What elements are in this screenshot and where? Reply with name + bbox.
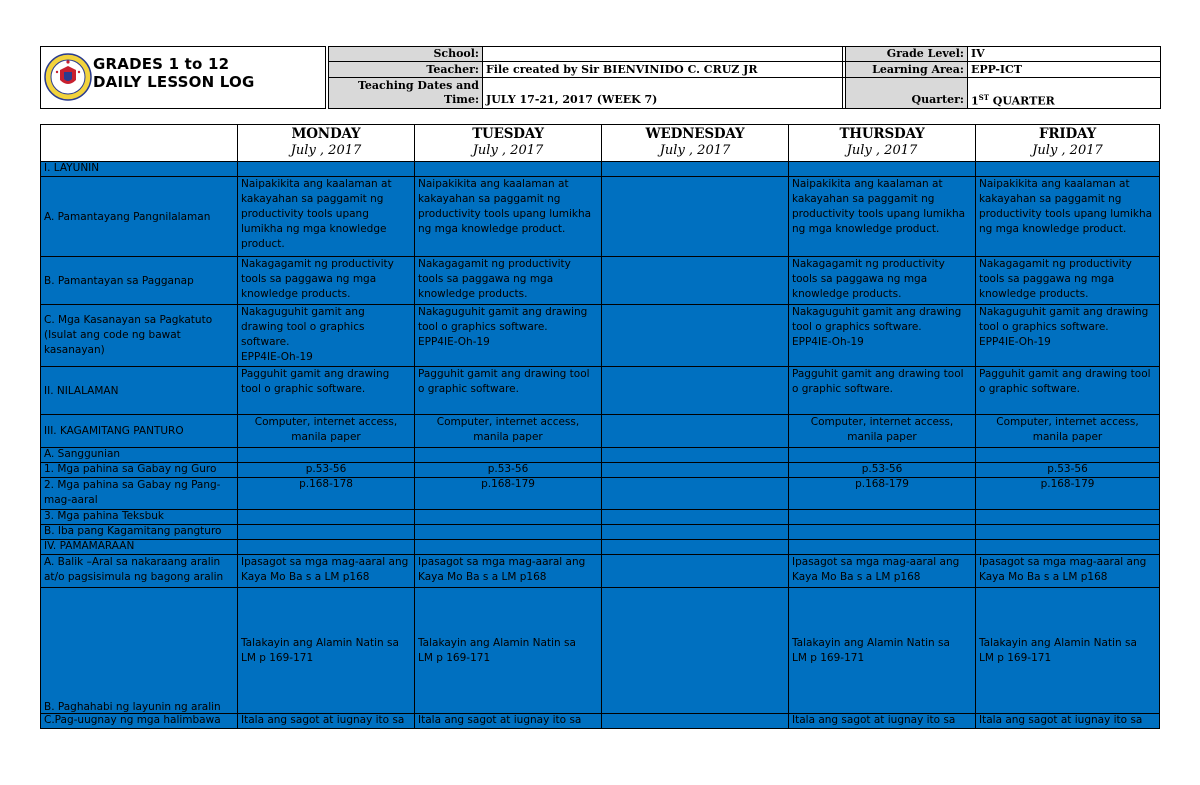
row-label: III. KAGAMITANG PANTURO [41, 415, 238, 448]
dll-title-grades: GRADES 1 to 12 [93, 55, 230, 73]
cell-line: Computer, internet access, [810, 416, 954, 428]
row-sanggunian [41, 448, 1160, 463]
day-name: MONDAY [291, 126, 361, 142]
cell-friday [976, 448, 1160, 463]
day-date: July , 2017 [659, 143, 731, 158]
label-line: (Isulat ang code ng bawat [44, 329, 181, 341]
cell-line: Naipakikita ang kaalaman at [792, 178, 943, 190]
cell-line: Computer, internet access, [436, 416, 580, 428]
label-line: mag-aaral [44, 494, 98, 506]
cell-wednesday [602, 478, 789, 510]
section-label: IV. PAMAMARAAN [41, 540, 238, 555]
cell-monday: p.168-178 [238, 478, 415, 510]
quarter-number: 1 [971, 94, 979, 108]
cell-line: kakayahan sa paggamit ng [418, 193, 561, 205]
cell-line: Ipasagot sa mga mag-aaral ang [792, 556, 960, 568]
cell-line: tools sa paggawa ng mga [241, 273, 377, 285]
cell-monday: Itala ang sagot at iugnay ito sa [238, 714, 415, 729]
day-header-tuesday [415, 125, 602, 162]
lesson-plan-table [40, 124, 1160, 729]
section-row-layunin [41, 162, 1160, 177]
cell-thursday: p.168-179 [789, 478, 976, 510]
cell-line: knowledge products. [792, 288, 902, 300]
cell-tuesday: p.53-56 [415, 463, 602, 478]
cell-thursday: p.53-56 [789, 463, 976, 478]
cell-line: tools sa paggawa ng mga [979, 273, 1115, 285]
cell-monday [238, 525, 415, 540]
cell-thursday [789, 367, 976, 415]
row-label: A. Pamantayang Pangnilalaman [41, 177, 238, 257]
cell-tuesday [415, 162, 602, 177]
cell-line: product. [241, 238, 285, 250]
cell-monday [238, 588, 415, 714]
teaching-dates-label-line2: Time: [443, 93, 479, 106]
cell-monday [238, 257, 415, 305]
cell-line: Pagguhit gamit ang drawing tool [979, 368, 1151, 380]
day-name: WEDNESDAY [645, 126, 745, 142]
row-gabay-guro [41, 463, 1160, 478]
day-header-wednesday [602, 125, 789, 162]
cell-line: Nakaguguhit gamit ang drawing [418, 306, 588, 318]
cell-line: kakayahan sa paggamit ng [979, 193, 1122, 205]
row-iba-pang-kagamitan [41, 525, 1160, 540]
cell-line: knowledge products. [241, 288, 351, 300]
cell-line: manila paper [1032, 431, 1103, 443]
grade-level-value: IV [968, 47, 1160, 62]
label-line: A. Balik –Aral sa nakaraang aralin [44, 556, 221, 568]
cell-tuesday [415, 525, 602, 540]
cell-line: productivity tools upang [241, 208, 369, 220]
learning-area-label: Learning Area: [846, 62, 968, 78]
cell-wednesday [602, 177, 789, 257]
grade-level-label: Grade Level: [846, 47, 968, 62]
cell-tuesday [415, 540, 602, 555]
cell-line: EPP4IE-Oh-19 [792, 336, 864, 348]
cell-line: Nakagagamit ng productivity [979, 258, 1132, 270]
cell-thursday [789, 448, 976, 463]
cell-line: ng mga knowledge product. [792, 223, 940, 235]
cell-line: Pagguhit gamit ang drawing [241, 368, 390, 380]
learning-area-value: EPP-ICT [968, 62, 1160, 78]
cell-friday: p.168-179 [976, 478, 1160, 510]
cell-line: Computer, internet access, [254, 416, 398, 428]
cell-friday [976, 177, 1160, 257]
day-date: July , 2017 [846, 143, 918, 158]
cell-line: Kaya Mo Ba s a LM p168 [979, 571, 1108, 583]
cell-tuesday [415, 257, 602, 305]
cell-line: o graphic software. [418, 383, 519, 395]
cell-wednesday [602, 448, 789, 463]
cell-line: Nakagagamit ng productivity [418, 258, 571, 270]
cell-line: Naipakikita ang kaalaman at [241, 178, 392, 190]
cell-line: Pagguhit gamit ang drawing tool [418, 368, 590, 380]
cell-line: ng mga knowledge product. [418, 223, 566, 235]
cell-tuesday: Itala ang sagot at iugnay ito sa [415, 714, 602, 729]
row-label: II. NILALAMAN [41, 367, 238, 415]
cell-line: LM p 169-171 [241, 651, 314, 664]
day-header-thursday [789, 125, 976, 162]
cell-line: Nakaguguhit gamit ang drawing [979, 306, 1149, 318]
day-header-monday [238, 125, 415, 162]
cell-wednesday [602, 714, 789, 729]
cell-wednesday [602, 463, 789, 478]
quarter-text: QUARTER [988, 94, 1055, 108]
day-name: FRIDAY [1038, 126, 1097, 142]
cell-monday [238, 540, 415, 555]
school-label: School: [329, 47, 483, 62]
teaching-dates-label-line1: Teaching Dates and [357, 79, 479, 92]
cell-line: Computer, internet access, [996, 416, 1139, 428]
section-row-pamamaraan [41, 540, 1160, 555]
row-teksbuk [41, 510, 1160, 525]
cell-line: manila paper [847, 431, 917, 443]
cell-line: Talakayin ang Alamin Natin sa [241, 636, 399, 649]
cell-line: Nakagagamit ng productivity [241, 258, 394, 270]
cell-friday: p.53-56 [976, 463, 1160, 478]
cell-monday [238, 415, 415, 448]
cell-line: tool o graphic software. [241, 383, 366, 395]
cell-thursday [789, 555, 976, 588]
cell-tuesday [415, 588, 602, 714]
cell-line: ng mga knowledge product. [979, 223, 1127, 235]
row-label [41, 305, 238, 367]
cell-tuesday [415, 177, 602, 257]
cell-friday: Itala ang sagot at iugnay ito sa [976, 714, 1160, 729]
row-label: 3. Mga pahina Teksbuk [41, 510, 238, 525]
row-pangnilalaman [41, 177, 1160, 257]
cell-line: Ipasagot sa mga mag-aaral ang [418, 556, 586, 568]
day-date: July , 2017 [290, 143, 362, 158]
cell-thursday [789, 305, 976, 367]
cell-monday [238, 162, 415, 177]
cell-thursday: Itala ang sagot at iugnay ito sa [789, 714, 976, 729]
cell-wednesday [602, 162, 789, 177]
cell-thursday [789, 510, 976, 525]
quarter-value [968, 78, 1160, 108]
row-balik-aral [41, 555, 1160, 588]
teaching-dates-label [329, 78, 483, 108]
row-label [41, 478, 238, 510]
cell-line: Pagguhit gamit ang drawing tool [792, 368, 964, 380]
label-line: at/o pagsisimula ng bagong aralin [44, 571, 224, 583]
cell-line: Kaya Mo Ba s a LM p168 [418, 571, 547, 583]
cell-line: EPP4IE-Oh-19 [241, 351, 313, 363]
cell-line: Talakayin ang Alamin Natin sa [792, 636, 950, 649]
cell-wednesday [602, 305, 789, 367]
day-header-friday [976, 125, 1160, 162]
day-date: July , 2017 [1032, 143, 1103, 158]
cell-monday [238, 305, 415, 367]
cell-wednesday [602, 257, 789, 305]
cell-line: Nakaguguhit gamit ang [241, 306, 365, 318]
cell-friday [976, 525, 1160, 540]
row-paghahabi [41, 588, 1160, 714]
cell-tuesday [415, 555, 602, 588]
cell-line: LM p 169-171 [792, 651, 865, 664]
dll-header [40, 46, 1160, 109]
cell-wednesday [602, 588, 789, 714]
teacher-value: File created by Sir BIENVINIDO C. CRUZ JR [483, 62, 843, 78]
row-pag-uugnay [41, 714, 1160, 729]
cell-line: Ipasagot sa mga mag-aaral ang [241, 556, 409, 568]
quarter-suffix: ST [978, 93, 989, 102]
row-label: A. Sanggunian [41, 448, 238, 463]
cell-line: EPP4IE-Oh-19 [418, 336, 490, 348]
cell-tuesday [415, 367, 602, 415]
cell-monday [238, 448, 415, 463]
cell-wednesday [602, 525, 789, 540]
cell-tuesday: p.168-179 [415, 478, 602, 510]
day-name: TUESDAY [472, 126, 544, 142]
cell-line: o graphic software. [792, 383, 893, 395]
cell-line: tool o graphics software. [979, 321, 1109, 333]
row-gabay-mag-aaral [41, 478, 1160, 510]
day-name: THURSDAY [839, 126, 925, 142]
cell-line: Talakayin ang Alamin Natin sa [418, 636, 576, 649]
cell-wednesday [602, 555, 789, 588]
cell-thursday [789, 162, 976, 177]
quarter-label: Quarter: [846, 78, 968, 108]
row-label: C.Pag-uugnay ng mga halimbawa [41, 714, 238, 729]
section-label: I. LAYUNIN [41, 162, 238, 177]
cell-friday [976, 367, 1160, 415]
row-kagamitan [41, 415, 1160, 448]
cell-monday [238, 510, 415, 525]
cell-friday [976, 257, 1160, 305]
cell-monday [238, 555, 415, 588]
cell-line: LM p 169-171 [979, 651, 1052, 664]
cell-tuesday [415, 448, 602, 463]
cell-line: productivity tools upang lumikha [792, 208, 966, 220]
day-date: July , 2017 [472, 143, 544, 158]
deped-seal-logo [43, 48, 93, 106]
cell-friday [976, 415, 1160, 448]
cell-line: software. [241, 336, 290, 348]
cell-line: kakayahan sa paggamit ng [241, 193, 384, 205]
cell-line: Kaya Mo Ba s a LM p168 [241, 571, 370, 583]
cell-thursday [789, 257, 976, 305]
cell-line: Talakayin ang Alamin Natin sa [979, 636, 1137, 649]
label-line: kasanayan) [44, 344, 105, 356]
row-kasanayan [41, 305, 1160, 367]
cell-wednesday [602, 510, 789, 525]
cell-line: tools sa paggawa ng mga [792, 273, 928, 285]
cell-line: Nakaguguhit gamit ang drawing [792, 306, 962, 318]
label-line: C. Mga Kasanayan sa Pagkatuto [44, 314, 213, 326]
cell-line: Naipakikita ang kaalaman at [979, 178, 1130, 190]
cell-line: manila paper [291, 431, 361, 443]
row-label: 1. Mga pahina sa Gabay ng Guro [41, 463, 238, 478]
cell-line: drawing tool o graphics [241, 321, 365, 333]
cell-line: tool o graphics software. [792, 321, 922, 333]
cell-line: manila paper [473, 431, 543, 443]
cell-line: productivity tools upang lumikha [979, 208, 1153, 220]
cell-friday [976, 162, 1160, 177]
teaching-dates-value: JULY 17-21, 2017 (WEEK 7) [483, 78, 843, 108]
cell-thursday [789, 415, 976, 448]
label-line: 2. Mga pahina sa Gabay ng Pang- [44, 479, 221, 491]
row-pagganap [41, 257, 1160, 305]
cell-wednesday [602, 540, 789, 555]
title-block [40, 46, 326, 109]
day-header-row [41, 125, 1160, 162]
cell-line: knowledge products. [418, 288, 528, 300]
cell-line: productivity tools upang lumikha [418, 208, 592, 220]
cell-line: knowledge products. [979, 288, 1089, 300]
info-grid [328, 46, 1161, 109]
cell-line: tools sa paggawa ng mga [418, 273, 554, 285]
cell-monday: p.53-56 [238, 463, 415, 478]
cell-monday [238, 177, 415, 257]
cell-thursday [789, 177, 976, 257]
cell-friday [976, 588, 1160, 714]
cell-line: EPP4IE-Oh-19 [979, 336, 1051, 348]
cell-friday [976, 540, 1160, 555]
cell-line: Ipasagot sa mga mag-aaral ang [979, 556, 1147, 568]
cell-thursday [789, 525, 976, 540]
cell-tuesday [415, 415, 602, 448]
cell-wednesday [602, 415, 789, 448]
corner-cell [41, 125, 238, 162]
cell-line: lumikha ng mga knowledge [241, 223, 387, 235]
row-label: B. Iba pang Kagamitang pangturo [41, 525, 238, 540]
cell-line: Naipakikita ang kaalaman at [418, 178, 569, 190]
cell-line: Nakagagamit ng productivity [792, 258, 945, 270]
row-label [41, 555, 238, 588]
cell-line: LM p 169-171 [418, 651, 491, 664]
row-label: B. Paghahabi ng layunin ng aralin [41, 588, 238, 714]
cell-friday [976, 305, 1160, 367]
row-nilalaman [41, 367, 1160, 415]
row-label: B. Pamantayan sa Pagganap [41, 257, 238, 305]
cell-friday [976, 510, 1160, 525]
cell-thursday [789, 588, 976, 714]
cell-line: tool o graphics software. [418, 321, 548, 333]
cell-friday [976, 555, 1160, 588]
school-value [483, 47, 843, 62]
cell-thursday [789, 540, 976, 555]
dll-title-log: DAILY LESSON LOG [93, 73, 255, 91]
cell-line: o graphic software. [979, 383, 1080, 395]
cell-tuesday [415, 510, 602, 525]
cell-line: kakayahan sa paggamit ng [792, 193, 935, 205]
cell-monday [238, 367, 415, 415]
cell-wednesday [602, 367, 789, 415]
cell-line: Kaya Mo Ba s a LM p168 [792, 571, 921, 583]
teacher-label: Teacher: [329, 62, 483, 78]
cell-tuesday [415, 305, 602, 367]
